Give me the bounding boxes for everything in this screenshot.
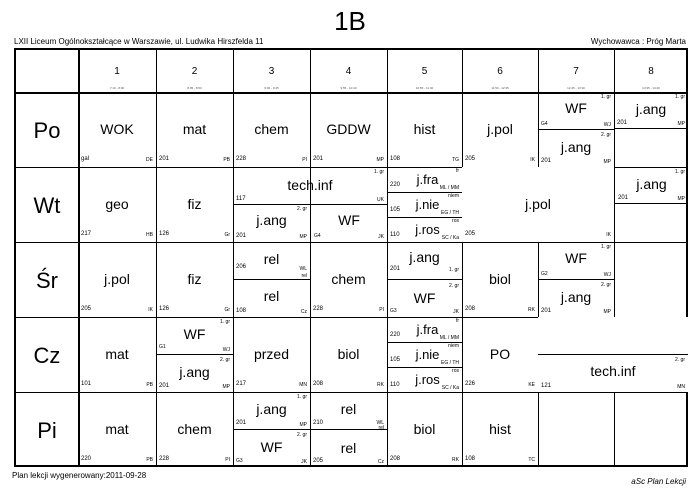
- lesson-teacher: MP: [299, 422, 307, 428]
- day-label-cz: Cz: [33, 343, 61, 368]
- lesson-cell[interactable]: [462, 92, 538, 167]
- lesson-cell[interactable]: [78, 392, 156, 467]
- group-part: ros: [452, 218, 459, 224]
- lesson-subject: geo: [105, 196, 129, 212]
- lesson-cell[interactable]: [156, 92, 233, 167]
- lesson-cell[interactable]: [310, 204, 387, 242]
- lesson-cell[interactable]: [156, 242, 233, 317]
- lesson-cell[interactable]: [614, 167, 688, 204]
- lesson-cell-split[interactable]: [387, 242, 462, 317]
- group-part: 2. gr: [296, 206, 307, 212]
- lesson-subject: chem: [177, 421, 212, 437]
- period-time: 13:35 - 14:20: [642, 86, 660, 90]
- group-part: ros: [452, 368, 459, 374]
- lesson-teacher: 1. gr: [448, 267, 459, 273]
- lesson-room: 110: [390, 382, 400, 388]
- lesson-subject: j.ang: [256, 212, 287, 228]
- lesson-subject: PO: [489, 346, 511, 362]
- lesson-room: 206: [236, 264, 247, 270]
- group-part: 2. gr: [600, 282, 611, 288]
- lesson-room: 201: [313, 156, 324, 162]
- lesson-cell-split[interactable]: [233, 242, 310, 317]
- group-part: niem: [448, 193, 459, 199]
- lesson-room: 201: [541, 308, 552, 314]
- lesson-room: 117: [236, 196, 246, 202]
- lesson-teacher: JK: [378, 234, 384, 240]
- lesson-teacher: JK: [453, 309, 459, 315]
- split-divider: [538, 354, 688, 355]
- split-divider: [310, 429, 387, 430]
- lesson-teacher: EG / TH: [441, 210, 459, 216]
- lesson-teacher: SC / Ka: [441, 385, 459, 391]
- lesson-room: 101: [81, 381, 92, 387]
- lesson-teacher: Cz: [300, 309, 307, 315]
- lesson-room: 105: [390, 207, 401, 213]
- group-part: 2. gr: [219, 357, 230, 363]
- lesson-subject: chem: [254, 121, 289, 137]
- lesson-cell-split[interactable]: [310, 392, 387, 467]
- lesson-subject: j.ros: [415, 222, 440, 237]
- lesson-teacher: PB: [146, 457, 153, 463]
- lesson-subject: WF: [565, 100, 587, 116]
- lesson-teacher: PB: [223, 157, 230, 163]
- lesson-teacher: TC: [528, 457, 535, 463]
- period-number: 1: [114, 66, 120, 77]
- day-label-po: Po: [33, 118, 61, 143]
- day-label-wt: Wt: [33, 193, 61, 218]
- group-part: niem: [448, 343, 459, 349]
- lesson-subject: rel: [340, 401, 357, 417]
- lesson-teacher: PI: [379, 307, 384, 313]
- split-divider: [538, 279, 614, 280]
- lesson-subject: WF: [565, 250, 587, 266]
- period-number: 5: [421, 66, 428, 77]
- lesson-subject: hist: [489, 421, 511, 437]
- lesson-teacher: MP: [677, 121, 685, 127]
- lesson-subject: j.pol: [525, 196, 551, 212]
- period-time: 12:45 - 13:30: [567, 86, 585, 90]
- lesson-room: 108: [390, 156, 401, 162]
- period-time: 9:00 - 9:45: [264, 86, 279, 90]
- lesson-cell-split[interactable]: [538, 92, 614, 167]
- lesson-subject: rel: [263, 288, 280, 304]
- lesson-room: 201: [236, 420, 247, 426]
- lesson-subject: j.ang: [636, 176, 667, 192]
- lesson-room: 201: [159, 383, 170, 389]
- school-name: LXII Liceum Ogólnokształcące w Warszawie, ul. Ludwika Hirszfelda 11: [14, 37, 264, 46]
- group-part: 2. gr: [674, 357, 685, 363]
- lesson-room: 126: [159, 231, 170, 237]
- group-part: fr: [455, 168, 459, 174]
- group-part: rel: [378, 425, 384, 431]
- lesson-teacher: MP: [603, 159, 611, 165]
- split-divider: [538, 129, 614, 130]
- lesson-room: 105: [390, 357, 401, 363]
- lesson-teacher: PB: [146, 382, 153, 388]
- split-divider: [387, 279, 462, 280]
- lesson-teacher: WJ: [603, 122, 611, 128]
- lesson-subject: mat: [182, 121, 207, 137]
- lesson-subject: WF: [260, 439, 283, 455]
- lesson-cell[interactable]: [78, 242, 156, 317]
- lesson-cell[interactable]: [387, 92, 462, 167]
- lesson-cell-triple[interactable]: [387, 167, 462, 242]
- lesson-subject: tech.inf: [590, 363, 636, 379]
- lesson-room: 217: [81, 231, 92, 237]
- lesson-room: 108: [465, 456, 476, 462]
- lesson-room: 205: [313, 458, 324, 464]
- lesson-cell[interactable]: [310, 242, 387, 317]
- lesson-cell[interactable]: [233, 204, 310, 242]
- lesson-room: 201: [390, 266, 401, 272]
- lesson-teacher: JK: [301, 459, 307, 465]
- lesson-teacher: Gr: [224, 307, 230, 313]
- lesson-subject: WF: [183, 326, 206, 342]
- class-teacher: Wychowawca : Próg Marta: [590, 37, 686, 46]
- lesson-subject: j.ang: [560, 139, 592, 155]
- lesson-subject: j.ang: [560, 289, 592, 305]
- group-part: 1. gr: [674, 169, 685, 175]
- lesson-teacher: WL: [299, 266, 307, 272]
- lesson-subject: chem: [331, 271, 366, 287]
- split-divider: [233, 279, 310, 280]
- lesson-subject: j.pol: [104, 271, 130, 287]
- lesson-teacher: RK: [377, 382, 384, 388]
- lesson-teacher: Cz: [377, 459, 384, 465]
- split-divider: [387, 367, 462, 368]
- lesson-room: 201: [159, 156, 170, 162]
- lesson-subject: j.fra: [416, 322, 439, 337]
- lesson-cell[interactable]: [156, 392, 233, 467]
- lesson-subject: j.ang: [409, 249, 440, 265]
- lesson-cell[interactable]: [387, 392, 462, 467]
- lesson-subject: j.pol: [487, 121, 513, 137]
- group-part: 1. gr: [600, 94, 611, 100]
- lesson-cell-split[interactable]: [233, 392, 310, 467]
- lesson-room: 220: [81, 456, 92, 462]
- lesson-room: 228: [236, 156, 247, 162]
- lesson-room: 208: [390, 456, 401, 462]
- lesson-group: G3: [236, 458, 243, 464]
- lesson-subject: j.nie: [415, 197, 440, 212]
- lesson-teacher: MP: [677, 196, 685, 202]
- lesson-room: 201: [541, 158, 552, 164]
- lesson-teacher: DE: [146, 157, 153, 163]
- lesson-subject: GDDW: [326, 121, 371, 137]
- lesson-room: 226: [465, 381, 476, 387]
- lesson-teacher: WL: [376, 420, 384, 426]
- timetable-grid: [14, 48, 688, 467]
- lesson-cell[interactable]: [233, 317, 310, 392]
- group-part: 1. gr: [373, 169, 384, 175]
- lesson-teacher: PI: [302, 157, 307, 163]
- lesson-cell[interactable]: [462, 392, 538, 467]
- lesson-cell[interactable]: [462, 167, 614, 242]
- lesson-room: 210: [313, 420, 324, 426]
- lesson-room: 217: [236, 381, 247, 387]
- lesson-teacher: IK: [148, 307, 153, 313]
- group-part: 1. gr: [219, 319, 230, 325]
- lesson-teacher: PI: [225, 457, 230, 463]
- split-divider: [156, 354, 233, 355]
- software-brand: aSc Plan Lekcji: [631, 477, 686, 486]
- period-number: 3: [268, 66, 275, 77]
- lesson-teacher: RK: [452, 457, 459, 463]
- lesson-teacher: TG: [452, 157, 459, 163]
- lesson-teacher: KE: [528, 382, 535, 388]
- lesson-cell-split[interactable]: [538, 242, 614, 317]
- lesson-cell[interactable]: [310, 92, 387, 167]
- lesson-room: 220: [390, 182, 401, 188]
- period-time: 9:55 - 10:40: [340, 86, 357, 90]
- lesson-room: 228: [159, 456, 170, 462]
- lesson-cell[interactable]: [310, 317, 387, 392]
- lesson-subject: tech.inf: [287, 177, 333, 193]
- period-number: 7: [573, 66, 579, 77]
- lesson-subject: rel: [263, 251, 280, 267]
- lesson-teacher: IK: [530, 157, 535, 163]
- group-part: 1. gr: [296, 394, 307, 400]
- period-time: 11:50 - 12:35: [491, 86, 509, 90]
- class-title: 1B: [334, 6, 366, 36]
- day-label-pi: Pi: [37, 418, 57, 443]
- lesson-teacher: MP: [299, 234, 307, 240]
- lesson-group: G1: [159, 344, 166, 350]
- lesson-teacher: MN: [677, 384, 685, 390]
- group-part: 2. gr: [600, 132, 611, 138]
- lesson-teacher: EG / TH: [441, 360, 459, 366]
- lesson-subject: WF: [413, 290, 436, 306]
- split-divider: [387, 217, 462, 218]
- lesson-teacher: ML / MM: [439, 335, 459, 341]
- group-part: 2. gr: [448, 283, 459, 289]
- lesson-teacher: ML / MM: [439, 185, 459, 191]
- period-time: 7:10 - 8:00: [109, 86, 125, 90]
- group-part: 1. gr: [600, 244, 611, 250]
- lesson-teacher: SC / Ka: [441, 235, 459, 241]
- lesson-subject: j.ros: [415, 372, 440, 387]
- period-time: 8:05 - 8:50: [187, 86, 202, 90]
- lesson-teacher: Gr: [224, 232, 230, 238]
- lesson-cell[interactable]: [156, 167, 233, 242]
- lesson-teacher: WJ: [603, 272, 611, 278]
- lesson-subject: hist: [413, 121, 436, 137]
- lesson-subject: biol: [337, 346, 360, 362]
- lesson-subject: przed: [253, 346, 290, 362]
- lesson-room: 108: [236, 308, 247, 314]
- lesson-teacher: MP: [376, 157, 384, 163]
- lesson-cell[interactable]: [78, 167, 156, 242]
- lesson-teacher: MP: [222, 384, 230, 390]
- lesson-teacher: UK: [377, 197, 384, 203]
- lesson-subject: j.ang: [179, 364, 210, 380]
- lesson-room: 205: [465, 156, 476, 162]
- lesson-room: 201: [236, 233, 247, 239]
- lesson-room: 205: [81, 306, 92, 312]
- lesson-room: 220: [390, 332, 401, 338]
- lesson-teacher: MP: [603, 309, 611, 315]
- group-part: 2. gr: [296, 432, 307, 438]
- lesson-teacher: WJ: [222, 347, 230, 353]
- lesson-subject: rel: [340, 440, 357, 456]
- day-label-sr: Śr: [36, 268, 58, 293]
- lesson-room: 208: [465, 306, 476, 312]
- lesson-group: G4: [314, 233, 321, 239]
- lesson-subject: mat: [105, 346, 129, 362]
- lesson-cell[interactable]: [614, 92, 688, 129]
- lesson-cell[interactable]: [78, 92, 156, 167]
- lesson-subject: fiz: [187, 271, 202, 287]
- lesson-room: 208: [313, 381, 324, 387]
- lesson-subject: WF: [338, 212, 360, 228]
- lesson-cell-triple[interactable]: [387, 317, 462, 392]
- lesson-teacher: RK: [528, 307, 535, 313]
- group-part: fr: [455, 318, 459, 324]
- lesson-subject: j.ang: [256, 401, 287, 417]
- lesson-subject: mat: [105, 421, 129, 437]
- lesson-subject: biol: [413, 421, 436, 437]
- lesson-room: 121: [541, 383, 552, 389]
- group-part: rel: [301, 273, 307, 279]
- period-time: 10:55 - 11:40: [415, 86, 434, 90]
- lesson-subject: j.fra: [416, 172, 439, 187]
- lesson-room: 228: [313, 306, 324, 312]
- lesson-group: G3: [390, 308, 397, 314]
- lesson-room: gal: [81, 156, 90, 162]
- lesson-cell[interactable]: [233, 92, 310, 167]
- lesson-cell[interactable]: [78, 317, 156, 392]
- lesson-teacher: HB: [146, 232, 153, 238]
- lesson-subject: biol: [489, 271, 511, 287]
- lesson-room: 201: [617, 120, 628, 126]
- lesson-room: 126: [159, 306, 170, 312]
- lesson-subject: fiz: [187, 196, 202, 212]
- lesson-room: 110: [390, 232, 400, 238]
- period-number: 4: [345, 66, 352, 77]
- lesson-cell[interactable]: [462, 317, 538, 392]
- period-number: 8: [648, 66, 654, 77]
- lesson-room: 205: [465, 231, 476, 237]
- split-divider: [233, 429, 310, 430]
- lesson-cell[interactable]: [538, 317, 688, 392]
- lesson-subject: j.nie: [415, 347, 440, 362]
- generated-date: Plan lekcji wygenerowany:2011-09-28: [12, 471, 147, 480]
- lesson-cell[interactable]: [462, 242, 538, 317]
- lesson-teacher: MN: [299, 382, 307, 388]
- lesson-teacher: IK: [606, 232, 611, 238]
- lesson-subject: WOK: [100, 121, 134, 137]
- group-part: 1. gr: [674, 94, 685, 100]
- lesson-group: G4: [541, 121, 548, 127]
- lesson-group: G2: [541, 271, 548, 277]
- period-number: 2: [191, 66, 198, 77]
- lesson-room: 201: [618, 195, 629, 201]
- lesson-cell-split[interactable]: [156, 317, 233, 392]
- period-number: 6: [497, 66, 503, 77]
- lesson-subject: j.ang: [635, 101, 667, 117]
